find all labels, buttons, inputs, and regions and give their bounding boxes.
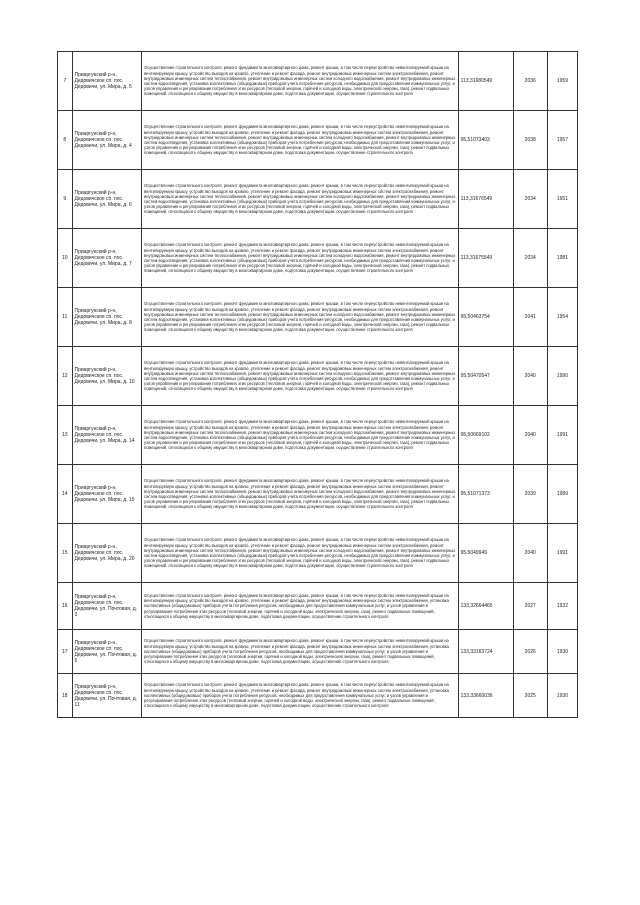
- build-year-cell: 1932: [547, 583, 577, 630]
- row-number: 15: [58, 524, 73, 583]
- cost-cell: 95,50470547: [458, 347, 513, 406]
- table-row: [58, 465, 578, 524]
- address-cell: Приаргунский р-н, Дедовичское сп. пос. Дедовичи, ул. Мира, д. 5: [72, 52, 142, 111]
- works-cell: Осуществление строительного контроля, ремонт фундамента многоквартирного дома, ремонт крыши, в том числе переустройство невентилируемой крыши на вентилируемую крышу, устройство выходов на кровлю, утепление и ремонт фасада, ремонт внутридомовых инженерных систем электроснабжения, ремонт внутридомовых инженерных систем теплоснабжения, ремонт внутридомовых инженерных систем холодного водоснабжения, ремонт внутридомовых инженерных систем водоотведения, установка коллективных (общедомовых) приборов учета потребления ресурсов, необходимых для предоставления коммунальных услуг, и узлов управления и регулирования потребления этих ресурсов (тепловой энергии, горячей и холодной воды, электрической энергии, газа), ремонт подвальных помещений, относящихся к общему имуществу в многоквартирном доме, подготовка документации, осуществление строительного контроля: [142, 524, 459, 583]
- table-row: [58, 347, 578, 406]
- build-year-cell: 1954: [547, 288, 577, 347]
- table-body: [58, 52, 578, 718]
- table-row: [58, 111, 578, 170]
- repair-year-cell: 2034: [513, 170, 547, 229]
- works-cell: Осуществление строительного контроля, ремонт фундамента многоквартирного дома, ремонт крыши, в том числе переустройство невентилируемой крыши на вентилируемую крышу, устройство выходов на кровлю, утепление и ремонт фасада, ремонт внутридомовых инженерных систем электроснабжения, ремонт внутридомовых инженерных систем теплоснабжения, ремонт внутридомовых инженерных систем холодного водоснабжения, ремонт внутридомовых инженерных систем водоотведения, установка коллективных (общедомовых) приборов учета потребления ресурсов, необходимых для предоставления коммунальных услуг, и узлов управления и регулирования потребления этих ресурсов (тепловой энергии, горячей и холодной воды, электрической энергии, газа), ремонт подвальных помещений, относящихся к общему имуществу в многоквартирном доме, подготовка документации, осуществление строительного контроля: [142, 229, 459, 288]
- build-year-cell: 1991: [547, 524, 577, 583]
- row-number: 7: [58, 52, 73, 111]
- address-cell: Приаргунский р-н, Дедовичское сп. пос. Дедовичи, ул. Почтовая, д. 5: [72, 630, 142, 674]
- row-number: 14: [58, 465, 73, 524]
- repair-year-cell: 2025: [513, 674, 547, 718]
- row-number: 10: [58, 229, 73, 288]
- repair-year-cell: 2034: [513, 229, 547, 288]
- address-cell: Приаргунский р-н, Дедовичское сп. пос. Дедовичи, ул. Почтовая, д. 3: [72, 583, 142, 630]
- works-cell: Осуществление строительного контроля, ремонт фундамента многоквартирного дома, ремонт крыши, в том числе переустройство невентилируемой крыши на вентилируемую крышу, устройство выходов на кровлю, утепление и ремонт фасада, ремонт внутридомовых инженерных систем электроснабжения, ремонт внутридомовых инженерных систем теплоснабжения, ремонт внутридомовых инженерных систем холодного водоснабжения, ремонт внутридомовых инженерных систем водоотведения, установка коллективных (общедомовых) приборов учета потребления ресурсов, необходимых для предоставления коммунальных услуг, и узлов управления и регулирования потребления этих ресурсов (тепловой энергии, горячей и холодной воды, электрической энергии, газа), ремонт подвальных помещений, относящихся к общему имуществу в многоквартирном доме, подготовка документации, осуществление строительного контроля: [142, 465, 459, 524]
- works-cell: Осуществление строительного контроля, ремонт фундамента многоквартирного дома, ремонт крыши, в том числе переустройство невентилируемой крыши на вентилируемую крышу, устройство выходов на кровлю, утепление и ремонт фасада, ремонт внутридомовых инженерных систем электроснабжения, ремонт внутридомовых инженерных систем теплоснабжения, ремонт внутридомовых инженерных систем холодного водоснабжения, ремонт внутридомовых инженерных систем водоотведения, установка коллективных (общедомовых) приборов учета потребления ресурсов, необходимых для предоставления коммунальных услуг, и узлов управления и регулирования потребления этих ресурсов (тепловой энергии, горячей и холодной воды, электрической энергии, газа), ремонт подвальных помещений, относящихся к общему имуществу в многоквартирном доме, подготовка документации, осуществление строительного контроля: [142, 347, 459, 406]
- table-row: [58, 170, 578, 229]
- capital-repair-table: [57, 51, 578, 718]
- works-cell: Осуществление строительного контроля, ремонт фундамента многоквартирного дома, ремонт крыши, в том числе переустройство невентилируемой крыши на вентилируемую крышу, устройство выходов на кровлю, утепление и ремонт фасада, ремонт внутридомовых инженерных систем электроснабжения, ремонт внутридомовых инженерных систем теплоснабжения, ремонт внутридомовых инженерных систем холодного водоснабжения, ремонт внутридомовых инженерных систем водоотведения, установка коллективных (общедомовых) приборов учета потребления ресурсов, необходимых для предоставления коммунальных услуг, и узлов управления и регулирования потребления этих ресурсов (тепловой энергии, горячей и холодной воды, электрической энергии, газа), ремонт подвальных помещений, относящихся к общему имуществу в многоквартирном доме, подготовка документации, осуществление строительного контроля: [142, 52, 459, 111]
- row-number: 11: [58, 288, 73, 347]
- works-cell: Осуществление строительного контроля, ремонт фундамента многоквартирного дома, ремонт крыши, в том числе переустройство невентилируемой крыши на вентилируемую крышу, устройство выходов на кровлю, утепление и ремонт фасада, ремонт внутридомовых инженерных систем электроснабжения, ремонт внутридомовых инженерных систем теплоснабжения, ремонт внутридомовых инженерных систем холодного водоснабжения, ремонт внутридомовых инженерных систем водоотведения, установка коллективных (общедомовых) приборов учета потребления ресурсов, необходимых для предоставления коммунальных услуг, и узлов управления и регулирования потребления этих ресурсов (тепловой энергии, горячей и холодной воды, электрической энергии, газа), ремонт подвальных помещений, относящихся к общему имуществу в многоквартирном доме, подготовка документации, осуществление строительного контроля: [142, 170, 459, 229]
- address-cell: Приаргунский р-н, Дедовичское сп. пос. Дедовичи, ул. Мира, д. 14: [72, 406, 142, 465]
- repair-year-cell: 2041: [513, 288, 547, 347]
- cost-cell: 133,33660036: [458, 674, 513, 718]
- build-year-cell: 1959: [547, 52, 577, 111]
- repair-year-cell: 2040: [513, 524, 547, 583]
- cost-cell: 113,31680549: [458, 52, 513, 111]
- table-row: [58, 630, 578, 674]
- address-cell: Приаргунский р-н, Дедовичское сп. пос. Дедовичи, ул. Мира, д. 4: [72, 111, 142, 170]
- cost-cell: 95,51071373: [458, 465, 513, 524]
- address-cell: Приаргунский р-н, Дедовичское сп. пос. Дедовичи, ул. Мира, д. 7: [72, 229, 142, 288]
- build-year-cell: 1989: [547, 465, 577, 524]
- build-year-cell: 1930: [547, 674, 577, 718]
- works-cell: Осуществление строительного контроля, ремонт фундамента многоквартирного дома, ремонт крыши, в том числе переустройство невентилируемой крыши на вентилируемую крышу, устройство выходов на кровлю, утепление и ремонт фасада, ремонт внутридомовых инженерных систем электроснабжения, установка коллективных (общедомовых) приборов учета потребления ресурсов, необходимых для предоставления коммунальных услуг, и узлов управления и регулирования потребления этих ресурсов (тепловой энергии, горячей и холодной воды, электрической энергии, газа), ремонт подвальных помещений, относящихся к общему имуществу в многоквартирном доме, подготовка документации, осуществление строительного контроля: [142, 630, 459, 674]
- build-year-cell: 1991: [547, 406, 577, 465]
- table-row: [58, 406, 578, 465]
- row-number: 18: [58, 674, 73, 718]
- row-number: 12: [58, 347, 73, 406]
- table-row: [58, 229, 578, 288]
- address-cell: Приаргунский р-н, Дедовичское сп. пос. Дедовичи, ул. Мира, д. 15: [72, 465, 142, 524]
- table-row: [58, 524, 578, 583]
- row-number: 13: [58, 406, 73, 465]
- cost-cell: 133,33163724: [458, 630, 513, 674]
- cost-cell: 113,31675549: [458, 229, 513, 288]
- repair-year-cell: 2040: [513, 347, 547, 406]
- row-number: 16: [58, 583, 73, 630]
- address-cell: Приаргунский р-н, Дедовичское сп. пос. Дедовичи, ул. Мира, д. 10: [72, 347, 142, 406]
- row-number: 8: [58, 111, 73, 170]
- cost-cell: 95,50669102: [458, 406, 513, 465]
- build-year-cell: 1981: [547, 229, 577, 288]
- table-row: [58, 288, 578, 347]
- build-year-cell: 1951: [547, 170, 577, 229]
- address-cell: Приаргунский р-н, Дедовичское сп. пос. Дедовичи, ул. Мира, д. 20: [72, 524, 142, 583]
- build-year-cell: 1990: [547, 347, 577, 406]
- repair-year-cell: 2039: [513, 465, 547, 524]
- repair-year-cell: 2038: [513, 111, 547, 170]
- cost-cell: 95,51073403: [458, 111, 513, 170]
- repair-year-cell: 2040: [513, 406, 547, 465]
- address-cell: Приаргунский р-н, Дедовичское сп. пос. Дедовичи, ул. Почтовая, д. 11: [72, 674, 142, 718]
- address-cell: Приаргунский р-н, Дедовичское сп. пос. Дедовичи, ул. Мира, д. 8: [72, 288, 142, 347]
- build-year-cell: 1957: [547, 111, 577, 170]
- repair-year-cell: 2026: [513, 630, 547, 674]
- works-cell: Осуществление строительного контроля, ремонт фундамента многоквартирного дома, ремонт крыши, в том числе переустройство невентилируемой крыши на вентилируемую крышу, устройство выходов на кровлю, утепление и ремонт фасада, ремонт внутридомовых инженерных систем электроснабжения, установка коллективных (общедомовых) приборов учета потребления ресурсов, необходимых для предоставления коммунальных услуг, и узлов управления и регулирования потребления этих ресурсов (тепловой энергии, горячей и холодной воды, электрической энергии, газа), ремонт подвальных помещений, относящихся к общему имуществу в многоквартирном доме, подготовка документации, осуществление строительного контроля: [142, 583, 459, 630]
- row-number: 17: [58, 630, 73, 674]
- cost-cell: 95,50463754: [458, 288, 513, 347]
- address-cell: Приаргунский р-н, Дедовичское сп. пос. Дедовичи, ул. Мира, д. 6: [72, 170, 142, 229]
- repair-year-cell: 2027: [513, 583, 547, 630]
- works-cell: Осуществление строительного контроля, ремонт фундамента многоквартирного дома, ремонт крыши, в том числе переустройство невентилируемой крыши на вентилируемую крышу, устройство выходов на кровлю, утепление и ремонт фасада, ремонт внутридомовых инженерных систем электроснабжения, ремонт внутридомовых инженерных систем теплоснабжения, ремонт внутридомовых инженерных систем холодного водоснабжения, ремонт внутридомовых инженерных систем водоотведения, установка коллективных (общедомовых) приборов учета потребления ресурсов, необходимых для предоставления коммунальных услуг, и узлов управления и регулирования потребления этих ресурсов (тепловой энергии, горячей и холодной воды, электрической энергии, газа), ремонт подвальных помещений, относящихся к общему имуществу в многоквартирном доме, подготовка документации, осуществление строительного контроля: [142, 111, 459, 170]
- build-year-cell: 1930: [547, 630, 577, 674]
- table-row: [58, 674, 578, 718]
- works-cell: Осуществление строительного контроля, ремонт фундамента многоквартирного дома, ремонт крыши, в том числе переустройство невентилируемой крыши на вентилируемую крышу, устройство выходов на кровлю, утепление и ремонт фасада, ремонт внутридомовых инженерных систем электроснабжения, ремонт внутридомовых инженерных систем теплоснабжения, ремонт внутридомовых инженерных систем холодного водоснабжения, ремонт внутридомовых инженерных систем водоотведения, установка коллективных (общедомовых) приборов учета потребления ресурсов, необходимых для предоставления коммунальных услуг, и узлов управления и регулирования потребления этих ресурсов (тепловой энергии, горячей и холодной воды, электрической энергии, газа), ремонт подвальных помещений, относящихся к общему имуществу в многоквартирном доме, подготовка документации, осуществление строительного контроля: [142, 406, 459, 465]
- repair-year-cell: 2036: [513, 52, 547, 111]
- row-number: 9: [58, 170, 73, 229]
- table-row: [58, 52, 578, 111]
- cost-cell: 95,5049949: [458, 524, 513, 583]
- cost-cell: 113,31676549: [458, 170, 513, 229]
- works-cell: Осуществление строительного контроля, ремонт фундамента многоквартирного дома, ремонт крыши, в том числе переустройство невентилируемой крыши на вентилируемую крышу, устройство выходов на кровлю, утепление и ремонт фасада, ремонт внутридомовых инженерных систем электроснабжения, ремонт внутридомовых инженерных систем теплоснабжения, ремонт внутридомовых инженерных систем холодного водоснабжения, ремонт внутридомовых инженерных систем водоотведения, установка коллективных (общедомовых) приборов учета потребления ресурсов, необходимых для предоставления коммунальных услуг, и узлов управления и регулирования потребления этих ресурсов (тепловой энергии, горячей и холодной воды, электрической энергии, газа), ремонт подвальных помещений, относящихся к общему имуществу в многоквартирном доме, подготовка документации, осуществление строительного контроля: [142, 288, 459, 347]
- works-cell: Осуществление строительного контроля, ремонт фундамента многоквартирного дома, ремонт крыши, в том числе переустройство невентилируемой крыши на вентилируемую крышу, устройство выходов на кровлю, утепление и ремонт фасада, ремонт внутридомовых инженерных систем электроснабжения, установка коллективных (общедомовых) приборов учета потребления ресурсов, необходимых для предоставления коммунальных услуг, и узлов управления и регулирования потребления этих ресурсов (тепловой энергии, горячей и холодной воды, электрической энергии, газа), ремонт подвальных помещений, относящихся к общему имуществу в многоквартирном доме, подготовка документации, осуществление строительного контроля: [142, 674, 459, 718]
- table-row: [58, 583, 578, 630]
- cost-cell: 133,32664465: [458, 583, 513, 630]
